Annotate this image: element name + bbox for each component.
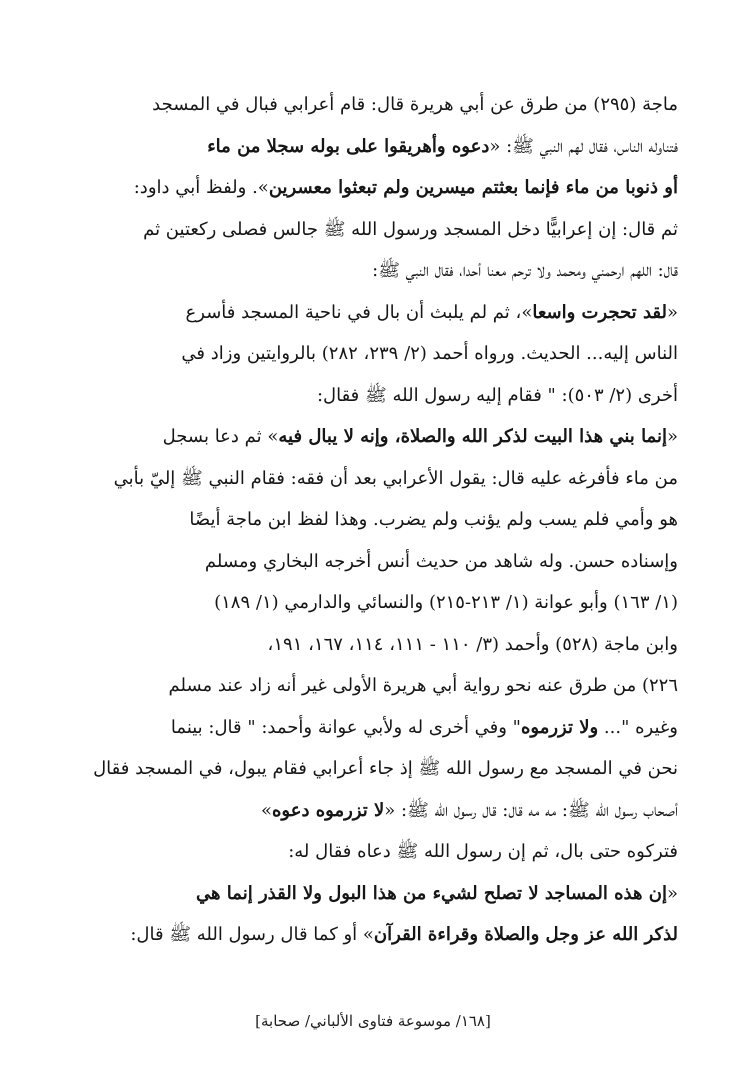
commentary-text: نحن في المسجد مع رسول الله ﷺ إذ جاء أعرابي فقام يبول، في المسجد فقال	[93, 758, 678, 779]
commentary-text: ماجة (٢٩٥) من طرق عن أبي هريرة قال: قام أعرابي فبال في المسجد	[152, 94, 678, 115]
hadith-quote-text: إن هذه المساجد لا تصلح لشيء من هذا البول ولا القذر إنما هي	[196, 882, 667, 904]
commentary-text: «	[666, 426, 678, 447]
text-line	[58, 873, 678, 915]
commentary-text: " وفي أخرى له ولأبي عوانة وأحمد: " قال: بينما	[170, 716, 521, 738]
text-line	[58, 375, 678, 417]
commentary-text: وابن ماجة (٥٢٨) وأحمد (٣/ ١١٠ - ١١١، ١١٤، ١٦٧، ١٩١،	[267, 633, 678, 655]
text-line	[58, 416, 678, 458]
commentary-text: قال: اللهم ارحمني ومحمد ولا ترحم معنا أحدا، فقال النبي ﷺ:	[372, 260, 678, 281]
commentary-text: هو وأمي فلم يسب ولم يؤنب ولم يضرب. وهذا لفظ ابن ماجة أيضًا	[189, 509, 678, 530]
hadith-quote-text: دعوه وأهريقوا على بوله سجلا من ماء	[207, 135, 490, 157]
text-line	[58, 292, 678, 334]
text-line	[58, 831, 678, 873]
commentary-text: من ماء فأفرغه عليه قال: يقول الأعرابي بعد أن فقه: فقام النبي ﷺ إليّ بأبي	[113, 467, 678, 489]
text-line	[58, 167, 678, 209]
commentary-text: «	[666, 301, 678, 323]
page-footer: [١٦٨/ موسوعة فتاوى الألباني/ صحابة]	[255, 1012, 491, 1030]
hadith-quote-text: لقد تحجرت واسعا	[532, 301, 667, 323]
commentary-text: أصحاب رسول الله ﷺ: مه مه قال: قال رسول الله ﷺ: «	[384, 799, 678, 821]
commentary-text: فتركوه حتى بال، ثم إن رسول الله ﷺ دعاه فقال له:	[288, 841, 678, 862]
text-line	[58, 748, 678, 790]
text-line	[58, 582, 678, 624]
text-line	[58, 84, 678, 126]
text-line	[58, 458, 678, 500]
hadith-quote-text: لا تزرموه دعوه	[271, 799, 385, 821]
commentary-text: »، ثم لم يلبث أن بال في ناحية المسجد فأسرع	[185, 301, 533, 323]
commentary-text: أخرى (٢/ ٥٠٣): " فقام إليه رسول الله ﷺ فقال:	[316, 384, 678, 406]
commentary-text: »	[260, 799, 272, 821]
hadith-quote-text: أو ذنوبا من ماء فإنما بعثتم ميسرين ولم تبعثوا معسرين	[268, 177, 678, 198]
text-line	[58, 707, 678, 749]
text-line	[58, 250, 678, 292]
commentary-text: الناس إليه... الحديث. ورواه أحمد (٢/ ٢٣٩، ٢٨٢) بالروايتين وزاد في	[181, 343, 678, 364]
commentary-text: » ثم دعا بسجل	[162, 426, 279, 447]
text-line	[58, 624, 678, 666]
commentary-text: ٢٢٦) من طرق عنه نحو رواية أبي هريرة الأولى غير أنه زاد عند مسلم	[168, 675, 678, 696]
commentary-text: (١/ ١٦٣) وأبو عوانة (١/ ٢١٣-٢١٥) والنسائي والدارمي (١/ ١٨٩)	[214, 592, 678, 613]
commentary-text: ثم قال: إن إعرابيًّا دخل المسجد ورسول الله ﷺ جالس فصلى ركعتين ثم	[143, 218, 678, 240]
text-line	[58, 665, 678, 707]
commentary-text: فتناوله الناس، فقال لهم النبي ﷺ: «	[489, 135, 678, 157]
text-line	[58, 333, 678, 375]
body-text	[58, 84, 678, 956]
hadith-quote-text: ولا تزرموه	[520, 716, 599, 738]
text-line	[58, 790, 678, 832]
commentary-text: «	[666, 882, 678, 904]
text-line	[58, 209, 678, 251]
commentary-text: » أو كما قال رسول الله ﷺ قال:	[130, 924, 374, 945]
text-line	[58, 499, 678, 541]
commentary-text: وإسناده حسن. وله شاهد من حديث أنس أخرجه البخاري ومسلم	[204, 550, 678, 572]
text-line	[58, 914, 678, 956]
text-line	[58, 541, 678, 583]
commentary-text: ». ولفظ أبي داود:	[133, 177, 269, 198]
commentary-text: وغيره "...	[598, 716, 678, 738]
hadith-quote-text: لذكر الله عز وجل والصلاة وقراءة القرآن	[373, 924, 678, 945]
text-line	[58, 126, 678, 168]
hadith-quote-text: إنما بني هذا البيت لذكر الله والصلاة، وإنه لا يبال فيه	[278, 426, 667, 447]
